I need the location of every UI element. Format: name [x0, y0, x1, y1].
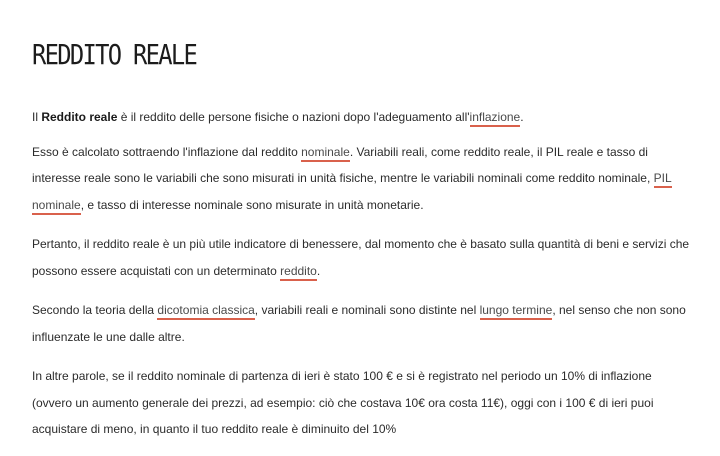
text-run: .: [316, 263, 321, 278]
text-run: .: [520, 110, 524, 124]
text-run: , nel senso che non sono influenzate le une dalle altre.: [32, 303, 686, 344]
text-run: Esso è calcolato sottraendo l'inflazione dal reddito: [32, 144, 302, 159]
text-run: è il reddito delle persone fisiche o nazioni dopo l'adeguamento all': [117, 110, 470, 124]
link-reddito[interactable]: reddito: [280, 264, 317, 281]
link-pil-nominale[interactable]: PIL nominale: [32, 171, 672, 215]
paragraph-dichotomy: [32, 297, 692, 350]
text-run: , variabili reali e nominali sono distinte nel: [254, 303, 480, 317]
link-inflazione[interactable]: inflazione: [470, 110, 521, 127]
slide-body: [32, 104, 692, 456]
text-run: Pertanto, il reddito reale è un più utile indicatore di benessere, dal momento che è basato sulla quantità di beni e servizi che possono essere acquistati con un determinato: [32, 237, 690, 278]
slide-title: REDDITO REALE: [32, 38, 197, 71]
link-dicotomia-classica[interactable]: dicotomia classica: [157, 303, 254, 320]
paragraph-wellbeing: [32, 231, 692, 284]
text-run: . Variabili reali, come reddito reale, il PIL reale e tasso di interesse reale sono le variabili che sono misurati in unità fisiche, mentre le variabili nominali come reddito nominale,: [32, 144, 654, 185]
text-run: Secondo la teoria della: [32, 303, 158, 317]
text-run: In altre parole, se il reddito nominale di partenza di ieri è stato 100 € e si è registrato nel periodo un 10% di inflazione (ovvero un aumento generale dei prezzi, ad esempio: ciò che costava 10€ ora costa 11€), oggi con i 100 € di ieri puoi acquistare di meno, in quanto il tuo reddito reale è diminuito del 10%: [32, 369, 654, 436]
paragraph-calculation: [32, 139, 692, 219]
link-lungo-termine[interactable]: lungo termine: [480, 303, 553, 320]
bold-term-reddito-reale: Reddito reale: [41, 110, 118, 124]
text-run: , e tasso di interesse nominale sono misurate in unità monetarie.: [80, 197, 424, 212]
paragraph-example: [32, 363, 692, 443]
paragraph-definition: [32, 104, 692, 131]
text-run: Il: [32, 110, 42, 124]
link-nominale[interactable]: nominale: [301, 145, 350, 162]
